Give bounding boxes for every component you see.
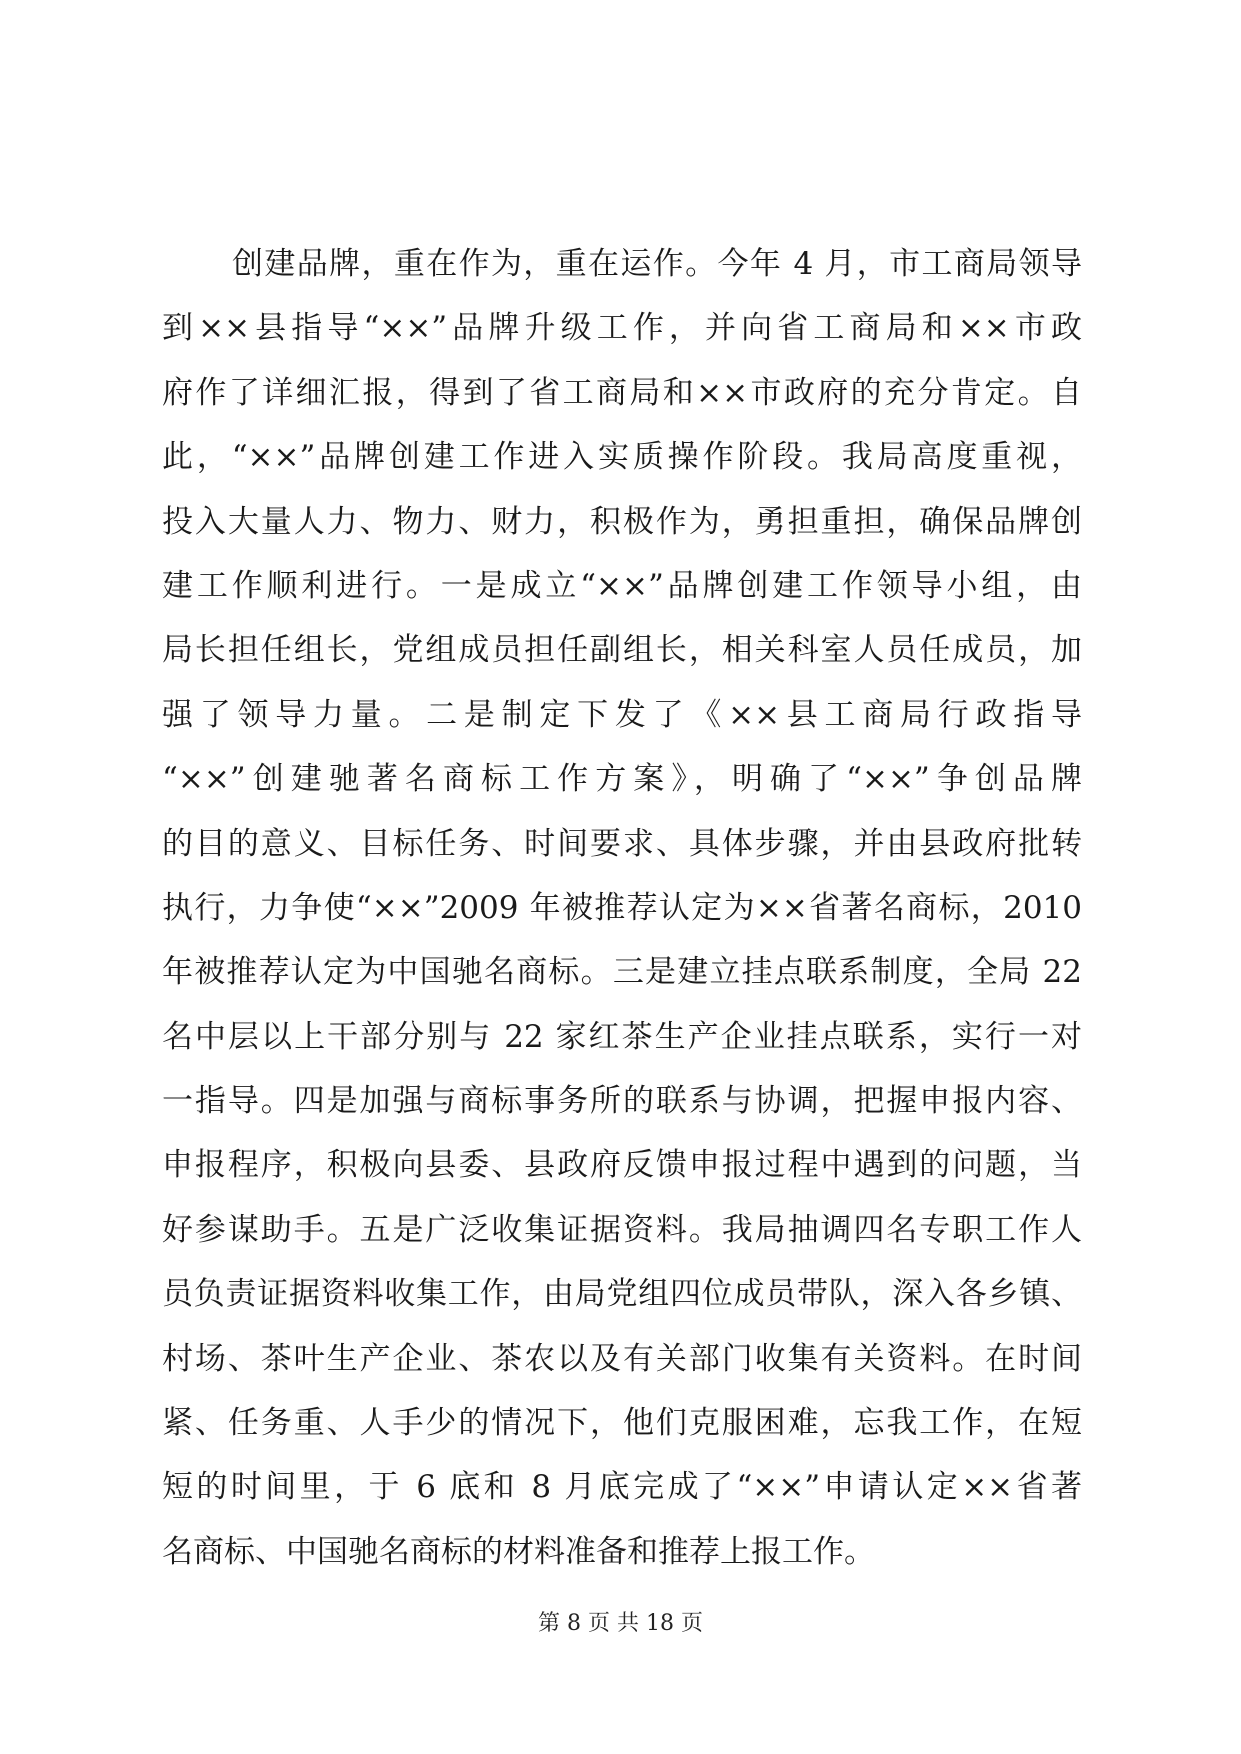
paragraph-line: 创建品牌，重在作为，重在运作。今年 4 月，市工商局领导 bbox=[232, 246, 1082, 282]
paragraph-line: 的目的意义、目标任务、时间要求、具体步骤，并由县政府批转 bbox=[162, 825, 1082, 862]
paragraph-line: 村场、茶叶生产企业、茶农以及有关部门收集有关资料。在时间 bbox=[162, 1340, 1082, 1377]
paragraph-line: 强了领导力量。二是制定下发了《××县工商局行政指导 bbox=[162, 696, 1082, 733]
paragraph-line: 好参谋助手。五是广泛收集证据资料。我局抽调四名专职工作人 bbox=[162, 1211, 1082, 1248]
paragraph-line: 建工作顺利进行。一是成立“××”品牌创建工作领导小组，由 bbox=[162, 567, 1082, 604]
paragraph-line: 此，“××”品牌创建工作进入实质操作阶段。我局高度重视， bbox=[162, 439, 1082, 476]
paragraph-line: 申报程序，积极向县委、县政府反馈申报过程中遇到的问题，当 bbox=[162, 1147, 1082, 1184]
page-number-footer: 第 8 页 共 18 页 bbox=[538, 1611, 703, 1636]
paragraph-line: 紧、任务重、人手少的情况下，他们克服困难，忘我工作，在短 bbox=[162, 1405, 1082, 1442]
paragraph-line: 年被推荐认定为中国驰名商标。三是建立挂点联系制度，全局 22 bbox=[162, 954, 1082, 991]
paragraph-line: 名商标、中国驰名商标的材料准备和推荐上报工作。 bbox=[162, 1533, 875, 1570]
paragraph-line: 投入大量人力、物力、财力，积极作为，勇担重担，确保品牌创 bbox=[162, 503, 1082, 540]
paragraph-line: 短的时间里，于 6 底和 8 月底完成了“××”申请认定××省著 bbox=[162, 1469, 1082, 1506]
paragraph-line: 府作了详细汇报，得到了省工商局和××市政府的充分肯定。自 bbox=[162, 374, 1082, 411]
paragraph-line: “××”创建驰著名商标工作方案》，明确了“××”争创品牌 bbox=[162, 761, 1082, 798]
paragraph-line: 一指导。四是加强与商标事务所的联系与协调，把握申报内容、 bbox=[162, 1083, 1082, 1120]
paragraph-line: 员负责证据资料收集工作，由局党组四位成员带队，深入各乡镇、 bbox=[162, 1276, 1082, 1313]
paragraph-line: 到××县指导“××”品牌升级工作，并向省工商局和××市政 bbox=[162, 310, 1082, 347]
paragraph-line: 执行，力争使“××”2009 年被推荐认定为××省著名商标，2010 bbox=[162, 889, 1082, 926]
paragraph-line: 名中层以上干部分别与 22 家红茶生产企业挂点联系，实行一对 bbox=[162, 1018, 1082, 1055]
paragraph-line: 局长担任组长，党组成员担任副组长，相关科室人员任成员，加 bbox=[162, 632, 1082, 669]
body-paragraph bbox=[162, 232, 1082, 1584]
